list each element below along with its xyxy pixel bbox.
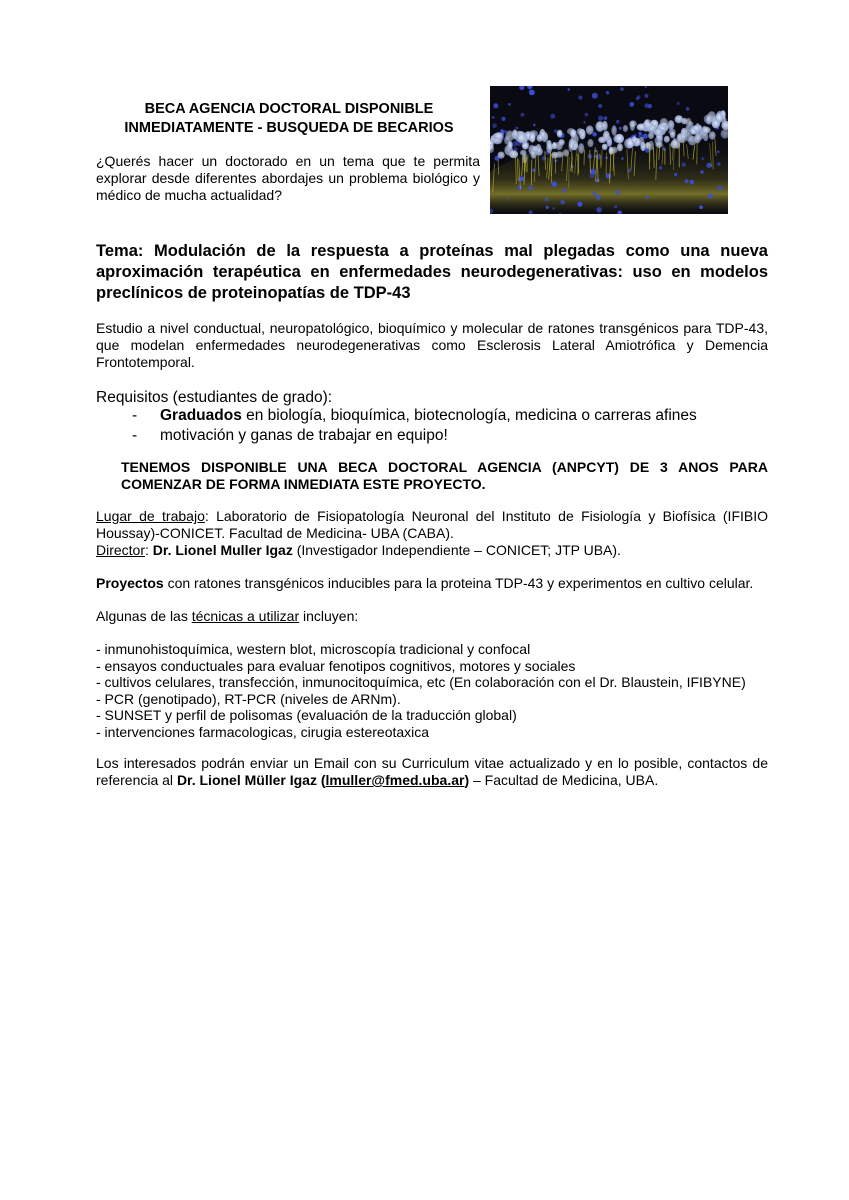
- cell-body: [668, 120, 675, 130]
- topic-heading: Tema: Modulación de la respuesta a proteínas mal plegadas como una nueva aproximación terapéutica en enfermedades neurodegenerativas: uso en modelos preclínicos de proteinopatías de TDP-43: [96, 242, 768, 302]
- nucleus-dot: [674, 173, 677, 176]
- cell-body: [654, 129, 662, 137]
- cell-body: [660, 118, 668, 128]
- cell-body: [559, 139, 565, 145]
- nucleus-dot: [677, 102, 680, 105]
- requirement-motivation: motivación y ganas de trabajar en equipo!: [160, 426, 448, 444]
- nucleus-dot: [686, 107, 690, 111]
- cell-body: [522, 142, 528, 149]
- cell-body: [508, 141, 513, 150]
- cell-body: [703, 133, 708, 141]
- cell-body: [693, 125, 700, 131]
- techniques-intro: [96, 608, 768, 625]
- intro-question: ¿Querés hacer un doctorado en un tema que te permita explorar desde diferentes abordajes un problema biológico y médico de mucha actualidad?: [96, 153, 480, 203]
- nucleus-dot: [562, 189, 566, 193]
- title-line-2: INMEDIATAMENTE - BUSQUEDA DE BECARIOS: [124, 120, 454, 136]
- cell-body: [688, 136, 697, 146]
- nucleus-dot: [604, 116, 608, 120]
- cell-body: [586, 125, 594, 134]
- nucleus-dot: [550, 114, 555, 119]
- nucleus-dot: [606, 91, 609, 94]
- nucleus-dot: [592, 93, 598, 99]
- cell-body: [602, 121, 608, 131]
- nucleus-dot: [500, 129, 504, 133]
- dendrite-line: [498, 160, 499, 175]
- nucleus-dot: [577, 202, 582, 207]
- nucleus-dot: [682, 162, 686, 166]
- projects-line: [96, 575, 776, 592]
- cell-body: [617, 143, 623, 151]
- requirements-list: [132, 406, 772, 445]
- flyer-title: [96, 100, 482, 138]
- nucleus-dot: [501, 117, 505, 121]
- technique-item: - intervenciones farmacologicas, cirugia estereotaxica: [96, 723, 430, 740]
- cell-body: [498, 152, 505, 159]
- workplace-block: [96, 508, 768, 559]
- nucleus-dot: [585, 113, 589, 117]
- nucleus-dot: [699, 205, 703, 209]
- nucleus-dot: [492, 123, 497, 128]
- workplace-text: : Laboratorio de Fisiopatología Neuronal del Instituto de Fisiología y Biofísica (IFIBIO Houssay)-CONICET. Facultad de Medicina- UBA (CABA).: [96, 508, 768, 541]
- requirements-heading: [96, 388, 332, 407]
- cell-body: [569, 142, 574, 152]
- nucleus-dot: [629, 102, 634, 107]
- title-line-1: BECA AGENCIA DOCTORAL DISPONIBLE: [144, 101, 434, 117]
- nucleus-dot: [700, 170, 704, 174]
- nucleus-dot: [717, 185, 723, 191]
- nucleus-dot: [616, 120, 620, 124]
- cell-body: [664, 136, 670, 143]
- cell-body: [603, 131, 610, 142]
- cell-body: [677, 133, 682, 142]
- scholarship-notice: TENEMOS DISPONIBLE UNA BECA DOCTORAL AGENCIA (ANPCYT) DE 3 ANOS PARA COMENZAR DE FORMA INMEDIATA ESTE PROYECTO.: [121, 459, 768, 492]
- cell-body: [532, 146, 538, 153]
- director-name: Dr. Lionel Muller Igaz: [152, 542, 293, 558]
- requirements-title: Requisitos (estudiantes de grado): [96, 389, 328, 406]
- nucleus-dot: [520, 113, 524, 117]
- cell-body: [709, 131, 716, 140]
- cell-body: [546, 142, 552, 153]
- nucleus-dot: [708, 194, 713, 199]
- cell-body: [704, 114, 712, 123]
- contact-email-link[interactable]: lmuller@fmed.uba.ar: [325, 772, 465, 788]
- requirement-graduates: Graduados: [160, 407, 242, 424]
- cell-body: [577, 128, 584, 135]
- nucleus-dot: [508, 103, 511, 106]
- nucleus-dot: [552, 181, 557, 186]
- nucleus-dot: [620, 87, 624, 91]
- nucleus-dot: [492, 116, 495, 119]
- nucleus-dot: [644, 103, 649, 108]
- nucleus-dot: [533, 124, 536, 127]
- techniques-intro-post: incluyen:: [299, 608, 359, 624]
- nucleus-dot: [621, 157, 624, 160]
- nucleus-dot: [592, 191, 596, 195]
- cell-body: [509, 150, 518, 158]
- cell-body: [655, 141, 662, 148]
- workplace-label: Lugar de trabajo: [96, 508, 205, 524]
- nucleus-dot: [646, 196, 649, 199]
- list-dash: -: [132, 407, 138, 424]
- nucleus-dot: [507, 198, 510, 201]
- cell-body: [611, 125, 616, 135]
- nucleus-dot: [583, 121, 585, 123]
- cell-body: [630, 121, 635, 131]
- cell-body: [529, 132, 535, 143]
- cell-body: [632, 136, 637, 144]
- director-role: (Investigador Independiente – CONICET; JTP UBA).: [292, 542, 621, 558]
- nucleus-dot: [643, 134, 648, 139]
- cell-body: [493, 138, 502, 144]
- techniques-list: [96, 641, 776, 741]
- nucleus-dot: [529, 90, 532, 93]
- projects-label: Proyectos: [96, 575, 164, 591]
- requirement-fields: en biología, bioquímica, biotecnología, medicina o carreras afines: [241, 407, 697, 424]
- nucleus-dot: [614, 205, 617, 208]
- techniques-intro-pre: Algunas de las: [96, 608, 192, 624]
- contact-close-paren: ): [464, 772, 470, 788]
- cell-body: [578, 143, 584, 154]
- nucleus-dot: [717, 151, 720, 154]
- technique-item: - PCR (genotipado), RT-PCR (niveles de ARNm).: [96, 690, 401, 707]
- requirements-colon: :: [327, 389, 333, 406]
- nucleus-dot: [512, 141, 517, 146]
- cell-body: [644, 119, 653, 129]
- technique-item: - inmunohistoquímica, western blot, microscopía tradicional y confocal: [96, 641, 531, 657]
- nucleus-dot: [598, 104, 602, 108]
- nucleus-dot: [545, 197, 549, 201]
- cell-body: [686, 118, 692, 128]
- contact-affiliation: – Facultad de Medicina, UBA.: [469, 772, 659, 788]
- nucleus-dot: [596, 207, 602, 213]
- cell-body: [615, 134, 624, 144]
- requirement-item: [132, 406, 772, 426]
- contact-text: Los interesados podrán enviar un Email con su Curriculum vitae actualizado y en lo posible, contactos de referencia al: [96, 755, 768, 788]
- nucleus-dot: [615, 190, 620, 195]
- study-description: Estudio a nivel conductual, neuropatológico, bioquímico y molecular de ratones transgénicos para TDP-43, que modelan enfermedades neurodegenerativas como Esclerosis Lateral Amiotrófica y Demencia Frontotemporal.: [96, 320, 768, 370]
- microscopy-image: [490, 86, 728, 214]
- cell-body: [557, 130, 563, 137]
- nucleus-dot: [552, 207, 554, 209]
- nucleus-dot: [546, 206, 549, 209]
- nucleus-dot: [685, 179, 689, 183]
- nucleus-dot: [690, 180, 694, 184]
- nucleus-dot: [619, 127, 622, 130]
- nucleus-dot: [528, 186, 532, 190]
- nucleus-dot: [595, 195, 599, 199]
- technique-item: - cultivos celulares, transfección, inmunocitoquímica, etc (En colaboración con el Dr. Blaustein, IFIBYNE): [96, 674, 746, 691]
- cell-body: [702, 127, 711, 134]
- nucleus-dot: [560, 200, 565, 205]
- cell-body: [505, 131, 514, 142]
- technique-item: - ensayos conductuales para evaluar fenotipos cognitivos, motores y sociales: [96, 657, 576, 674]
- cell-body: [623, 125, 628, 132]
- dendrite-line: [531, 160, 532, 186]
- cell-body: [587, 139, 593, 147]
- nucleus-dot: [717, 162, 721, 166]
- cell-body: [712, 120, 720, 129]
- director-colon: :: [145, 542, 153, 558]
- cell-body: [536, 134, 543, 141]
- dendrite-line: [545, 151, 546, 169]
- nucleus-dot: [493, 103, 498, 108]
- nucleus-dot: [644, 94, 648, 98]
- nucleus-dot: [636, 97, 639, 100]
- nucleus-dot: [590, 173, 595, 178]
- contact-open-paren: (: [316, 772, 326, 788]
- workplace-line: [96, 508, 768, 542]
- nucleus-dot: [578, 96, 582, 100]
- requirement-item: [132, 426, 772, 446]
- contact-paragraph: [96, 755, 768, 789]
- list-dash: -: [132, 426, 138, 444]
- nucleus-dot: [598, 116, 603, 121]
- nucleus-dot: [596, 179, 600, 183]
- director-line: [96, 542, 768, 559]
- cell-body: [570, 129, 576, 138]
- projects-text: con ratones transgénicos inducibles para la proteina TDP-43 y experimentos en cultivo celular.: [163, 575, 754, 591]
- nucleus-dot: [515, 127, 518, 130]
- nucleus-dot: [701, 157, 704, 160]
- technique-item: - SUNSET y perfil de polisomas (evaluación de la traducción global): [96, 707, 517, 724]
- nucleus-dot: [659, 166, 662, 169]
- contact-name: Dr. Lionel Müller Igaz: [176, 772, 317, 788]
- cell-body: [670, 131, 676, 138]
- cell-body: [602, 144, 608, 150]
- nucleus-dot: [592, 132, 596, 136]
- director-label: Director: [96, 542, 146, 558]
- nucleus-dot: [567, 88, 570, 91]
- techniques-label: técnicas a utilizar: [191, 608, 300, 624]
- cell-body: [517, 133, 525, 144]
- microscopy-illustration: [490, 86, 728, 214]
